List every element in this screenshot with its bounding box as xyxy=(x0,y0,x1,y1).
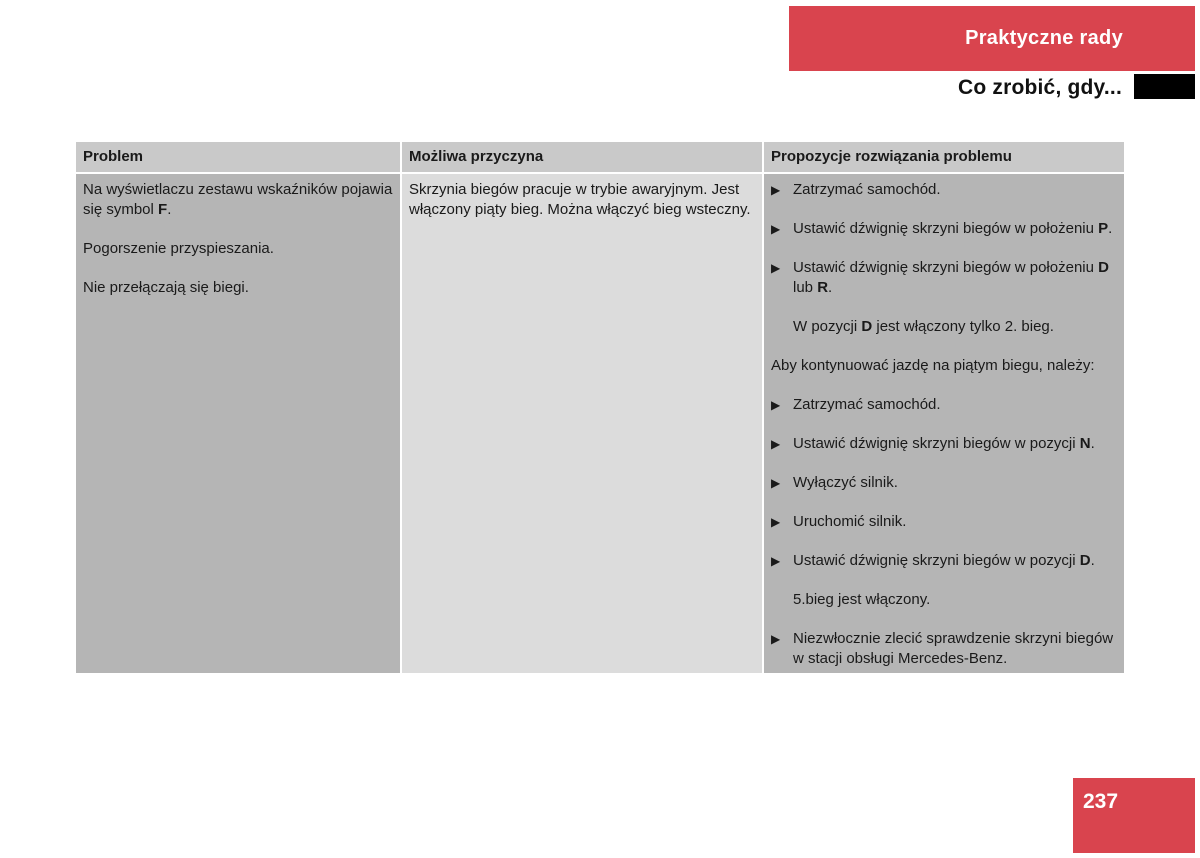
header-cause: Możliwa przyczyna xyxy=(401,142,763,173)
right-triangle-icon: ▶ xyxy=(771,261,781,275)
right-triangle-icon: ▶ xyxy=(771,476,781,490)
cause-text: Skrzynia biegów pracuje w trybie awaryjnym. Jest włączony piąty bieg. Można włączyć bieg wsteczny. xyxy=(409,181,751,218)
section-tab xyxy=(789,6,1195,71)
list-item: ▶ Zatrzymać samochód. xyxy=(771,396,941,413)
right-triangle-icon: ▶ xyxy=(771,632,781,646)
section-marker xyxy=(1134,74,1195,99)
list-item: ▶ Ustawić dźwignię skrzyni biegów w pozycji N. xyxy=(771,435,1095,452)
header-problem: Problem xyxy=(76,142,401,173)
problem-gears-text: Nie przełączają się biegi. xyxy=(83,279,249,296)
right-triangle-icon: ▶ xyxy=(771,437,781,451)
right-triangle-icon: ▶ xyxy=(771,222,781,236)
problem-symbol-text: Na wyświetlaczu zestawu wskaźników pojawia się symbol F. xyxy=(83,181,393,218)
note-text: 5.bieg jest włączony. xyxy=(793,591,931,608)
troubleshooting-table xyxy=(76,142,1124,673)
solution-cell xyxy=(763,173,1124,673)
list-item: ▶ Niezwłocznie zlecić sprawdzenie skrzyni biegów w stacji obsługi Mercedes-Benz. xyxy=(771,630,1114,667)
section-title: Praktyczne rady xyxy=(965,27,1123,49)
right-triangle-icon: ▶ xyxy=(771,398,781,412)
header-solution: Propozycje rozwiązania problemu xyxy=(763,142,1124,173)
table-row xyxy=(76,173,1124,673)
list-item: ▶ Ustawić dźwignię skrzyni biegów w pozycji D. xyxy=(771,552,1095,569)
intro-text: Aby kontynuować jazdę na piątym biegu, należy: xyxy=(771,357,1095,374)
list-item: ▶ Zatrzymać samochód. xyxy=(771,181,941,198)
note-text: W pozycji D jest włączony tylko 2. bieg. xyxy=(793,318,1054,335)
page-number-tab xyxy=(1073,778,1195,853)
cause-cell xyxy=(401,173,763,673)
list-item: ▶ Ustawić dźwignię skrzyni biegów w położeniu P. xyxy=(771,220,1113,237)
right-triangle-icon: ▶ xyxy=(771,515,781,529)
table-header-row xyxy=(76,142,1124,173)
right-triangle-icon: ▶ xyxy=(771,554,781,568)
page-number: 237 xyxy=(1083,790,1119,813)
list-item: ▶ Uruchomić silnik. xyxy=(771,513,907,530)
list-item: ▶ Ustawić dźwignię skrzyni biegów w położeniu D lub R. xyxy=(771,259,1109,296)
list-item: ▶ Wyłączyć silnik. xyxy=(771,474,898,491)
problem-acceleration-text: Pogorszenie przyspieszania. xyxy=(83,240,274,257)
problem-cell xyxy=(76,173,401,673)
right-triangle-icon: ▶ xyxy=(771,183,781,197)
page-subtitle: Co zrobić, gdy... xyxy=(957,76,1122,99)
